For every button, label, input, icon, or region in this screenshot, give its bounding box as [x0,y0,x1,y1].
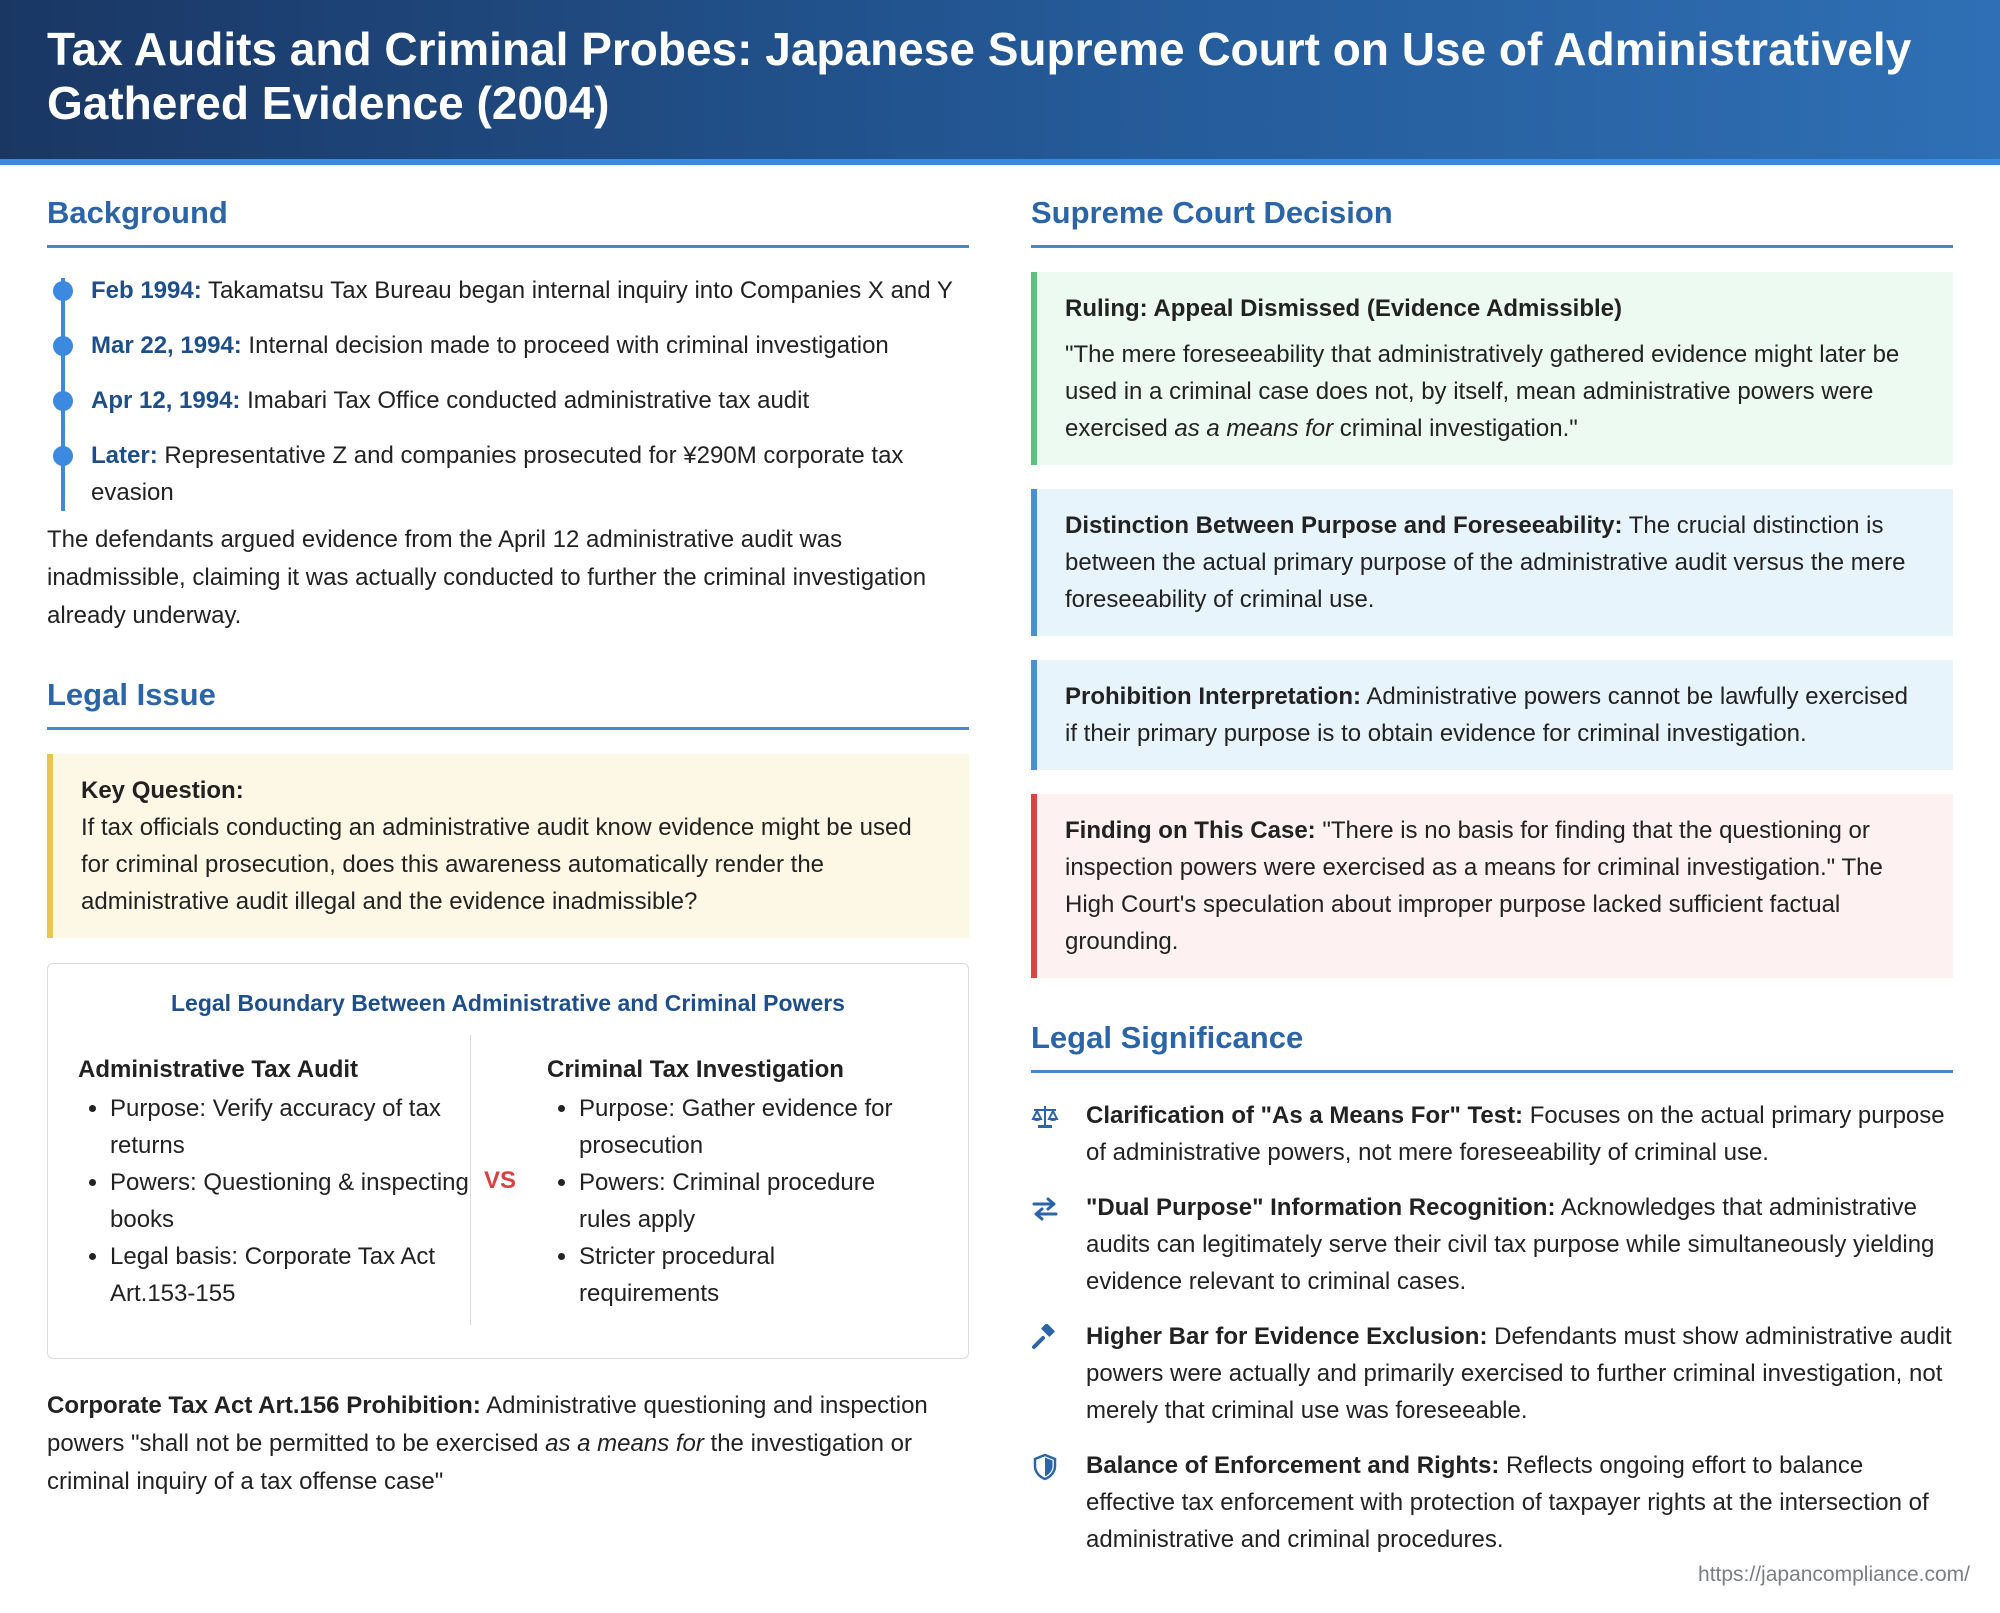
list-item: • Stricter procedural requirements [579,1238,897,1312]
distinction-text: The crucial distinction is between the actual primary purpose of the administrative audit versus the mere foreseeability of criminal use. [1065,512,1906,613]
art156-text-em: as a means for [545,1430,704,1457]
list-item: • Powers: Criminal procedure rules apply [579,1164,897,1238]
right-column [1031,195,1953,1576]
timeline [47,272,969,511]
shield-icon [1031,1453,1059,1481]
significance-text: Acknowledges that administrative audits can legitimately serve their civil tax purpose while simultaneously yielding evidence relevant to criminal cases. [1086,1194,1935,1295]
scale-icon [1031,1103,1059,1131]
significance-label: Balance of Enforcement and Rights: [1086,1452,1500,1479]
ruling-card [1031,272,1953,465]
finding-card [1031,794,1953,978]
significance-item [1031,1318,1953,1429]
key-question-text: If tax officials conducting an administrative audit know evidence might be used for criminal prosecution, does this awareness automatically render the administrative audit illegal and the evidence inadmissible? [81,814,912,915]
significance-text: Focuses on the actual primary purpose of administrative powers, not mere foreseeability of criminal use. [1086,1102,1945,1166]
key-question-box [47,754,969,938]
timeline-date: Later: [91,442,158,469]
list-item: • Powers: Questioning & inspecting books [110,1164,470,1238]
timeline-item [91,272,969,309]
ruling-quote-post: criminal investigation." [1333,415,1578,442]
decision-heading: Supreme Court Decision [1031,195,1953,248]
ruling-quote-pre: "The mere foreseeability that administratively gathered evidence might later be used in a criminal case does not, by itself, mean administrative powers were exercised [1065,341,1900,442]
left-column [47,195,969,1501]
significance-text: Defendants must show administrative audit powers were actually and primarily exercised to further criminal investigation, not merely that criminal use was foreseeable. [1086,1323,1952,1424]
timeline-dot [53,336,73,356]
timeline-text: Representative Z and companies prosecuted for ¥290M corporate tax evasion [91,442,904,506]
background-heading: Background [47,195,969,248]
finding-label: Finding on This Case: [1065,817,1316,844]
art156-text-post: the investigation or criminal inquiry of a tax offense case" [47,1430,912,1495]
timeline-text: Takamatsu Tax Bureau began internal inquiry into Companies X and Y [201,277,953,304]
art156-prohibition [47,1387,969,1501]
vs-label: VS [484,1167,517,1194]
legal-boundary-box [47,963,969,1359]
gavel-icon [1031,1324,1059,1352]
administrative-audit-column [78,1051,470,1325]
list-item: • Legal basis: Corporate Tax Act Art.153-155 [110,1238,470,1312]
prohibition-text: Administrative powers cannot be lawfully exercised if their primary purpose is to obtain evidence for criminal investigation. [1065,683,1908,747]
timeline-item [91,327,969,364]
timeline-date: Mar 22, 1994: [91,332,242,359]
timeline-dot [53,281,73,301]
significance-label: "Dual Purpose" Information Recognition: [1086,1194,1556,1221]
administrative-audit-title: Administrative Tax Audit [78,1056,359,1083]
timeline-item [91,382,969,419]
art156-text-pre: Administrative questioning and inspection powers "shall not be permitted to be exercised [47,1392,928,1457]
timeline-date: Apr 12, 1994: [91,387,241,414]
significance-list [1031,1097,1953,1558]
exchange-arrows-icon [1031,1195,1059,1223]
prohibition-card [1031,660,1953,770]
distinction-card [1031,489,1953,636]
significance-item [1031,1447,1953,1558]
legal-boundary-title: Legal Boundary Between Administrative and Criminal Powers [171,990,845,1016]
prohibition-label: Prohibition Interpretation: [1065,683,1361,710]
significance-heading: Legal Significance [1031,1020,1953,1073]
column-divider [470,1035,517,1325]
key-question-label: Key Question: [81,777,244,804]
criminal-investigation-title: Criminal Tax Investigation [547,1056,844,1083]
significance-text: Reflects ongoing effort to balance effective tax enforcement with protection of taxpayer rights at the intersection of administrative and criminal procedures. [1086,1452,1929,1553]
timeline-item [91,437,969,511]
legal-issue-heading: Legal Issue [47,677,969,730]
timeline-date: Feb 1994: [91,277,202,304]
timeline-text: Imabari Tax Office conducted administrative tax audit [240,387,810,414]
page-header [0,0,2000,165]
list-item: • Purpose: Gather evidence for prosecution [579,1090,897,1164]
significance-item [1031,1097,1953,1171]
distinction-label: Distinction Between Purpose and Foreseeability: [1065,512,1623,539]
ruling-title: Ruling: Appeal Dismissed (Evidence Admissible) [1065,295,1623,322]
timeline-dot [53,446,73,466]
ruling-quote-em: as a means for [1174,415,1334,442]
finding-text: "There is no basis for finding that the questioning or inspection powers were exercised as a means for criminal investigation." The High Court's speculation about improper purpose lacked sufficient factual grounding. [1065,817,1883,955]
list-item: • Purpose: Verify accuracy of tax returns [110,1090,470,1164]
timeline-text: Internal decision made to proceed with criminal investigation [241,332,889,359]
significance-item [1031,1189,1953,1300]
timeline-dot [53,391,73,411]
criminal-investigation-column [505,1051,897,1325]
significance-label: Higher Bar for Evidence Exclusion: [1086,1323,1488,1350]
footer-url-link[interactable]: https://japancompliance.com/ [1698,1563,1970,1586]
background-summary: The defendants argued evidence from the April 12 administrative audit was inadmissible, claiming it was actually conducted to further the criminal investigation already underway. [47,526,927,629]
page-title: Tax Audits and Criminal Probes: Japanese Supreme Court on Use of Administratively Gathered Evidence (2004) [47,23,1912,129]
art156-label: Corporate Tax Act Art.156 Prohibition: [47,1392,481,1419]
significance-label: Clarification of "As a Means For" Test: [1086,1102,1524,1129]
